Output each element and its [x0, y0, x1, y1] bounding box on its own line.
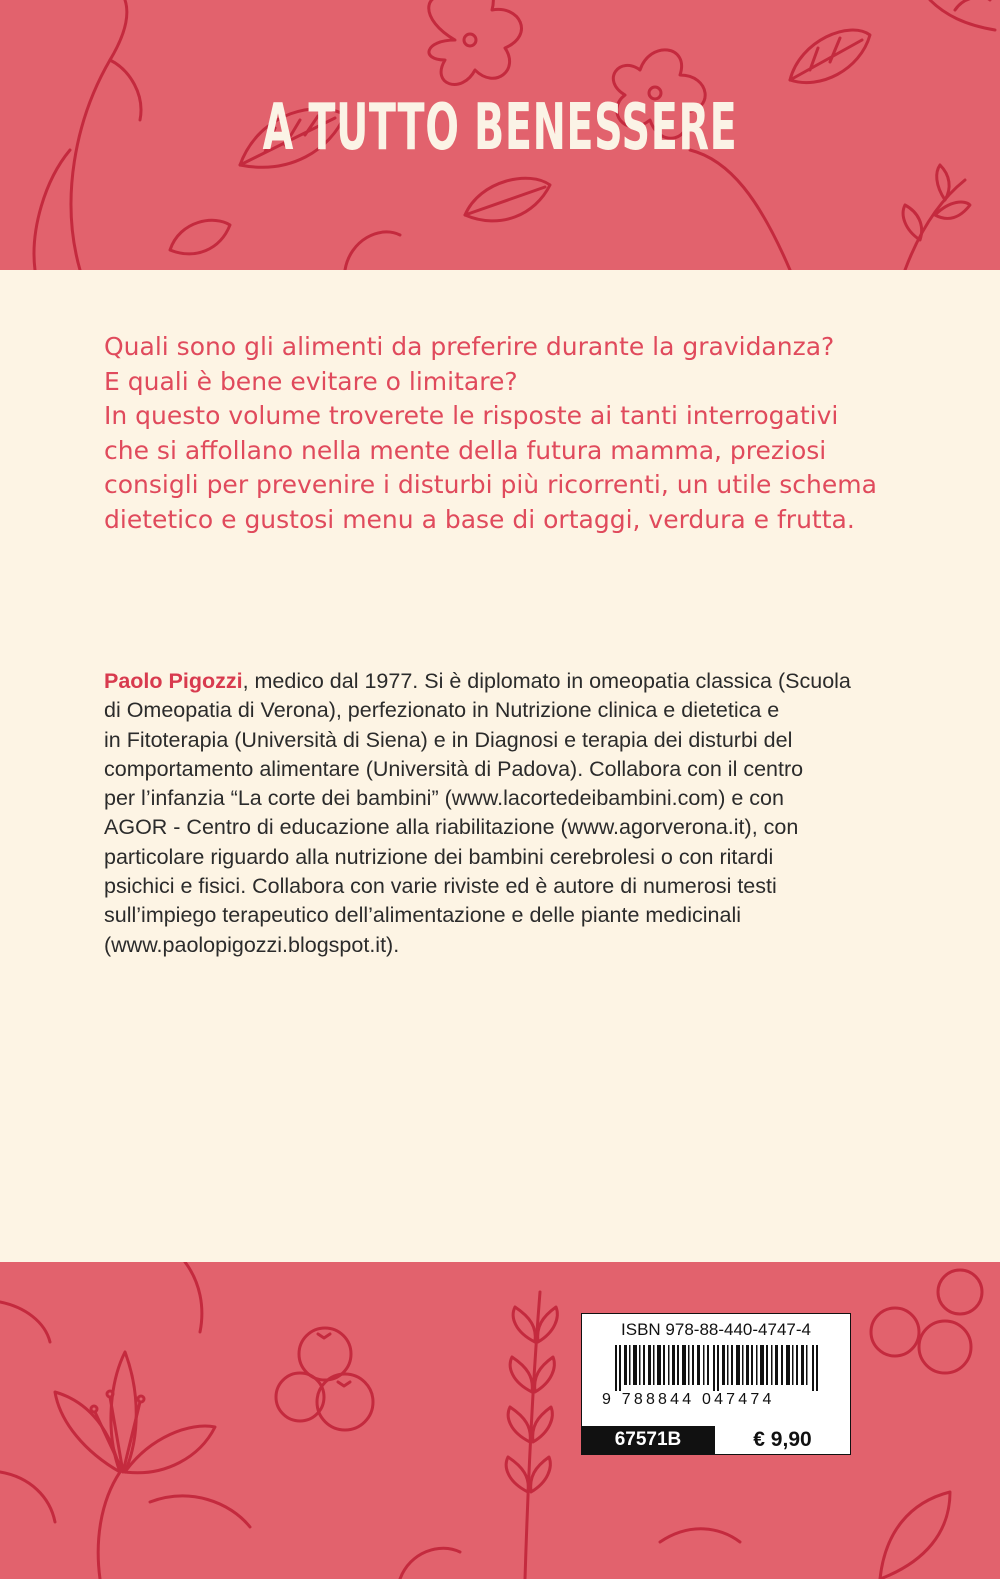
- bio-line: (www.paolopigozzi.blogspot.it).: [104, 932, 400, 957]
- isbn-number: ISBN 978-88-440-4747-4: [621, 1320, 811, 1339]
- blurb-line: dietetico e gustosi menu a base di ortaggi, verdura e frutta.: [104, 504, 855, 534]
- barcode-label: [581, 1313, 851, 1455]
- price-label: € 9,90: [714, 1426, 850, 1454]
- blurb-text: [104, 330, 924, 537]
- series-title: A TUTTO BENESSERE: [262, 91, 738, 165]
- bio-line: di Omeopatia di Verona), perfezionato in Nutrizione clinica e dietetica e: [104, 698, 780, 723]
- blurb-line: In questo volume troverete le risposte ai tanti interrogativi: [104, 401, 839, 430]
- bio-line: , medico dal 1977. Si è diplomato in omeopatia classica (Scuola: [242, 669, 851, 693]
- blurb-line: che si affollano nella mente della futura mamma, preziosi: [104, 435, 827, 465]
- author-bio: [104, 667, 924, 960]
- blurb-line: consigli per prevenire i disturbi più ricorrenti, un utile schema: [104, 470, 877, 499]
- barcode-digits: 9 788844 047474: [602, 1391, 775, 1408]
- bio-line: in Fitoterapia (Università di Siena) e in Diagnosi e terapia dei disturbi del: [104, 727, 793, 752]
- bio-line: particolare riguardo alla nutrizione dei bambini cerebrolesi o con ritardi: [104, 844, 774, 869]
- bio-line: per l’infanzia “La corte dei bambini” (www.lacortedeibambini.com) e con: [104, 786, 784, 811]
- product-code: 67571B: [582, 1426, 714, 1454]
- bio-line: psichici e fisici. Collabora con varie riviste ed è autore di numerosi testi: [104, 874, 777, 899]
- blurb-line: Quali sono gli alimenti da preferire durante la gravidanza?: [104, 332, 835, 361]
- author-name: Paolo Pigozzi: [104, 669, 243, 693]
- bio-line: comportamento alimentare (Università di Padova). Collabora con il centro: [104, 756, 804, 781]
- top-decorative-band: [0, 0, 1000, 270]
- bio-line: AGOR - Centro di educazione alla riabilitazione (www.agorverona.it), con: [104, 815, 799, 840]
- bio-first-line: [104, 667, 924, 696]
- bio-line: sull’impiego terapeutico dell’alimentazione e delle piante medicinali: [104, 903, 742, 928]
- barcode-icon: [615, 1345, 820, 1391]
- blurb-line: E quali è bene evitare o limitare?: [104, 366, 518, 396]
